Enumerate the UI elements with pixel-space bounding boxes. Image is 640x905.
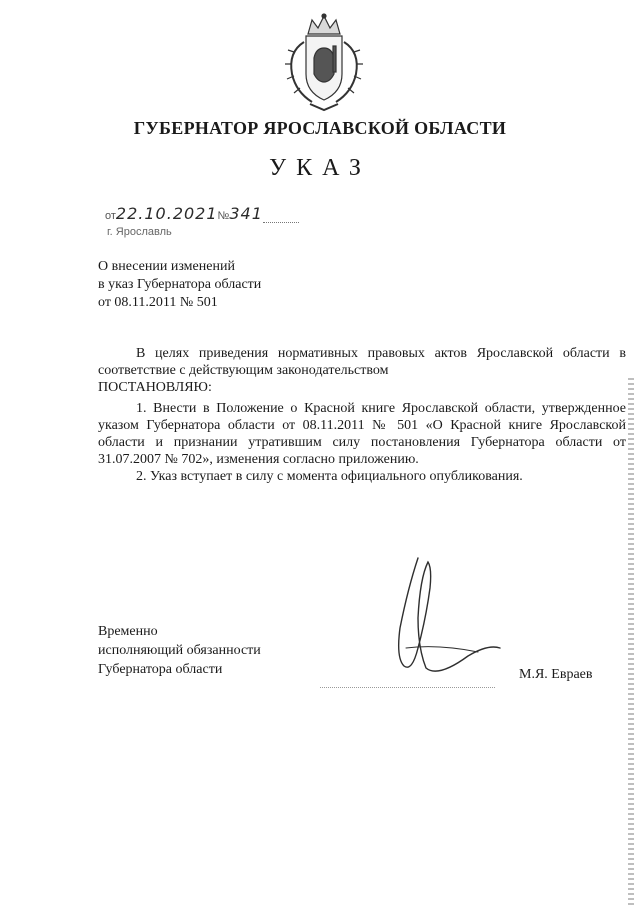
handwritten-signature-icon (378, 548, 508, 698)
subject-line: от 08.11.2011 № 501 (98, 295, 218, 310)
position-line: исполняющий обязанности (98, 643, 261, 658)
document-subject (98, 258, 261, 312)
position-line: Губернатора области (98, 662, 223, 677)
preamble-text: В целях приведения нормативных правовых актов Ярославской области в соответствие с действующим законодательством (98, 346, 626, 378)
registration-line (105, 204, 299, 223)
decree-item: 2. Указ вступает в силу с момента официального опубликования. (136, 469, 523, 484)
subject-line: в указ Губернатора области (98, 277, 262, 292)
document-number: 341 (229, 204, 263, 223)
preamble (98, 345, 626, 396)
position-line: Временно (98, 624, 158, 639)
signer-name: М.Я. Евраев (519, 667, 593, 682)
issuing-authority: ГУБЕРНАТОР ЯРОСЛАВСКОЙ ОБЛАСТИ (133, 118, 507, 138)
document-type: УКАЗ (269, 155, 371, 181)
scan-edge-artifact (628, 378, 634, 905)
decree-item: 1. Внести в Положение о Красной книге Ярославской области, утвержденное указом Губернатора области от 08.11.2011 № 501 «О Красной книге Ярославской области и признании утратившим силу постановления Губернатора области от 31.07.2007 № 702», изменения согласно приложению. (98, 401, 626, 467)
date-prefix: от (105, 210, 116, 222)
subject-line: О внесении изменений (98, 259, 235, 274)
document-date: 22.10.2021 (115, 204, 218, 223)
yaroslavl-coat-of-arms-icon (278, 12, 370, 112)
signature-line (320, 686, 495, 688)
decree-word: ПОСТАНОВЛЯЮ: (98, 380, 212, 395)
number-underline (263, 222, 299, 223)
number-prefix: № (217, 210, 230, 222)
signatory-position (98, 622, 261, 679)
decree-items (98, 400, 626, 485)
city-of-issue: г. Ярославль (107, 226, 172, 238)
